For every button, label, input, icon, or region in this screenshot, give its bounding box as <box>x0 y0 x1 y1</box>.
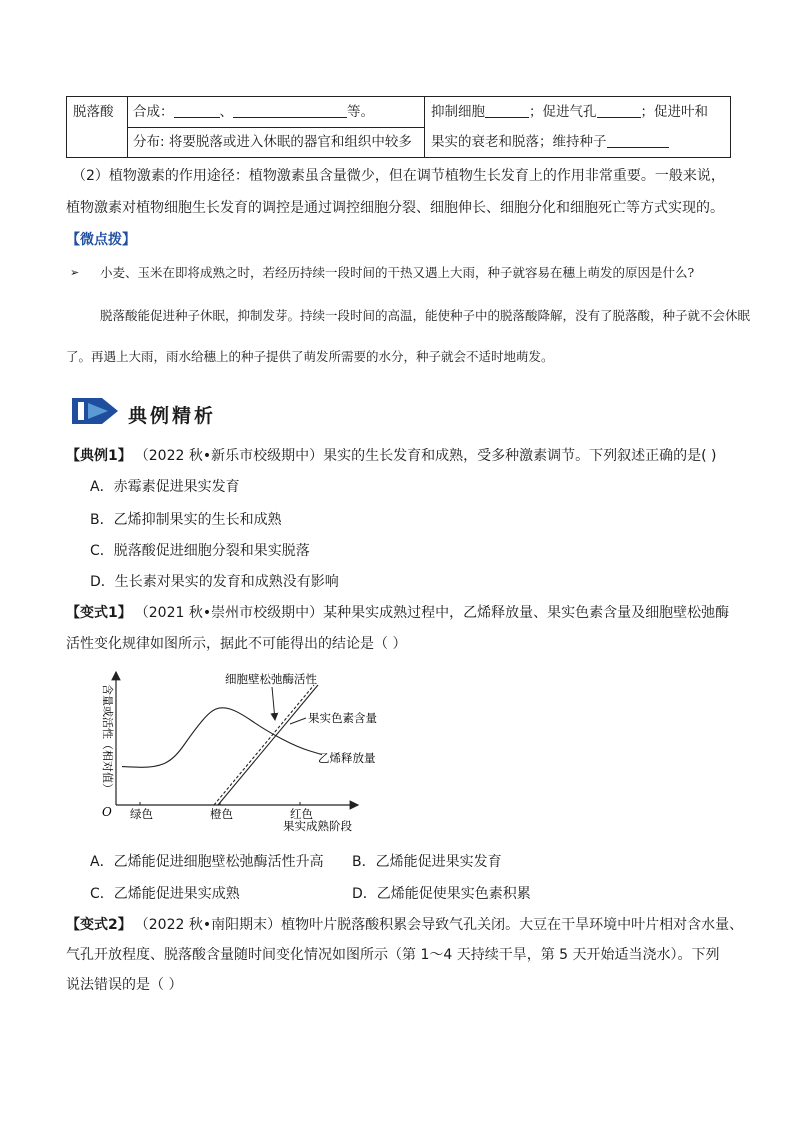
question-stem: 【变式2】 （2022 秋•南阳期末）植物叶片脱落酸积累会导致气孔关闭。大豆在干旱环境中叶片相对含水量、 <box>66 917 744 933</box>
option-c[interactable]: C．脱落酸促进细胞分裂和果实脱落 <box>90 543 310 559</box>
section-arrow-icon <box>70 394 120 428</box>
tip-question: 小麦、玉米在即将成熟之时，若经历持续一段时间的干热又遇上大雨，种子就容易在穗上萌发的原因是什么? <box>100 265 695 280</box>
pigment-label-leader <box>290 718 306 724</box>
option-d[interactable]: D．生长素对果实的发育和成熟没有影响 <box>90 574 339 590</box>
enzyme-series-label: 细胞壁松弛酶活性 <box>225 672 317 686</box>
fill-blank[interactable] <box>607 133 669 148</box>
fill-blank[interactable] <box>233 103 347 118</box>
x-axis-label: 果实成熟阶段 <box>283 819 352 833</box>
bullet-icon: ➢ <box>70 266 80 279</box>
question-stem-line: 说法错误的是（ ） <box>66 977 183 993</box>
ethylene-series-label: 乙烯释放量 <box>318 751 376 765</box>
function-cell-line1: 抑制细胞 ；促进气孔 ；促进叶和 <box>431 104 708 120</box>
function-cell-line2: 果实的衰老和脱落；维持种子 <box>431 127 669 157</box>
question-stem-line: 气孔开放程度、脱落酸含量随时间变化情况如图所示（第 1～4 天持续干旱，第 5 天开始适当浇水）。下列 <box>66 947 720 963</box>
series-line-1 <box>218 685 318 805</box>
tip-title: 【微点拨】 <box>66 232 136 248</box>
tip-answer-line: 脱落酸能促进种子休眠，抑制发芽。持续一段时间的高温，能使种子中的脱落酸降解，没有了脱落酸，种子就不会休眠 <box>100 308 751 323</box>
paragraph-line: 植物激素对植物细胞生长发育的调控是通过调控细胞分裂、细胞伸长、细胞分化和细胞死亡等方式实现的。 <box>66 200 724 216</box>
paragraph-line: （2）植物激素的作用途径：植物激素虽含量微少，但在调节植物生长发育上的作用非常重要。一般来说， <box>72 168 725 184</box>
option-b[interactable]: B．乙烯能促进果实发育 <box>352 854 502 870</box>
synthesis-cell: 合成： 、 等。 <box>133 104 374 120</box>
option-d[interactable]: D．乙烯能促使果实色素积累 <box>352 886 531 902</box>
ripening-chart <box>90 664 400 840</box>
x-tick-label: 红色 <box>290 807 313 821</box>
fill-blank[interactable] <box>485 103 529 118</box>
option-b[interactable]: B．乙烯抑制果实的生长和成熟 <box>90 512 282 528</box>
question-stem-line: 活性变化规律如图所示，据此不可能得出的结论是（ ） <box>66 636 407 652</box>
tip-answer-line: 了。再遇上大雨，雨水给穗上的种子提供了萌发所需要的水分，种子就会不适时地萌发。 <box>66 349 554 364</box>
option-a[interactable]: A．赤霉素促进果实发育 <box>90 479 240 495</box>
section-title: 典例精析 <box>128 405 217 427</box>
fill-blank[interactable] <box>174 103 220 118</box>
enzyme-label-leader <box>272 687 275 720</box>
question-stem: 【典例1】 （2022 秋•新乐市校级期中）果实的生长发育和成熟，受多种激素调节。下列叙述正确的是( ) <box>66 448 717 464</box>
pigment-series-label: 果实色素含量 <box>308 711 377 725</box>
table-divider <box>424 97 425 157</box>
origin-label: O <box>102 805 112 819</box>
question-stem: 【变式1】 （2021 秋•崇州市校级期中）某种果实成熟过程中，乙烯释放量、果实色素含量及细胞壁松弛酶 <box>66 605 730 621</box>
abscisic-acid-table <box>66 96 731 158</box>
y-axis-label: 含量或活性（相对值） <box>101 684 114 794</box>
distribution-cell: 分布: 将要脱落或进入休眠的器官和组织中较多 <box>133 134 412 150</box>
x-tick-label: 绿色 <box>130 807 153 821</box>
series-line-0 <box>214 685 314 805</box>
fill-blank[interactable] <box>597 103 641 118</box>
x-tick-label: 橙色 <box>210 807 233 821</box>
table-row-label: 脱落酸 <box>73 104 114 120</box>
option-c[interactable]: C．乙烯能促进果实成熟 <box>90 886 240 902</box>
option-a[interactable]: A．乙烯能促进细胞壁松弛酶活性升高 <box>90 854 324 870</box>
